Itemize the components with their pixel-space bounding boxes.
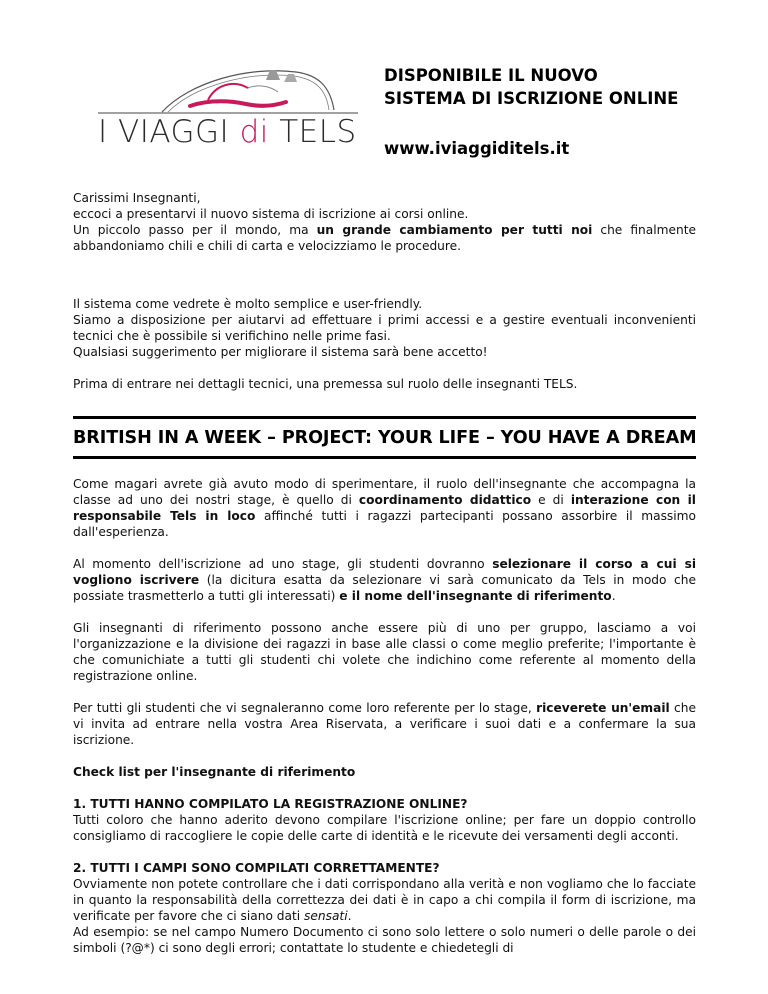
- section-heading: BRITISH IN A WEEK – PROJECT: YOUR LIFE – YOU HAVE A DREAM: [73, 428, 697, 448]
- intro-line-2: Un piccolo passo per il mondo, ma un grande cambiamento per tutti noi che finalmente abbandoniamo chili e chili di carta e velocizziamo le procedure.: [73, 223, 696, 253]
- system-paragraph-line-3: Qualsiasi suggerimento per migliorare il sistema sarà bene accetto!: [73, 345, 488, 359]
- section-heading-box: [73, 416, 696, 459]
- checklist-item-1-title: 1. TUTTI HANNO COMPILATO LA REGISTRAZIONE ONLINE?: [73, 797, 468, 811]
- checklist-title: Check list per l'insegnante di riferimento: [73, 765, 356, 779]
- logo-wordmark: I VIAGGI di TELS: [98, 114, 357, 150]
- system-paragraph-line-2: Siamo a disposizione per aiutarvi ad effettuare i primi accessi e a gestire eventuali inconvenienti tecnici che è possibile si verifichino nelle prime fasi.: [73, 313, 696, 343]
- logo-arch-icon: [98, 60, 358, 120]
- system-paragraph-line-1: Il sistema come vedrete è molto semplice e user-friendly.: [73, 297, 423, 311]
- website-url[interactable]: www.iviaggiditels.it: [384, 139, 570, 158]
- registration-paragraph: Al momento dell'iscrizione ad uno stage, gli studenti dovranno selezionare il corso a cui si vogliono iscrivere (la dicitura esatta da selezionare vi sarà comunicato da Tels in modo che possiate trasmetterlo a tutti gli interessati) e il nome dell'insegnante di riferimento.: [73, 557, 696, 603]
- teacher-role-paragraph: Come magari avrete già avuto modo di sperimentare, il ruolo dell'insegnante che accompagna la classe ad uno dei nostri stage, è quello di coordinamento didattico e di interazione con il responsabile Tels in loco affinché tutti i ragazzi partecipanti possano assorbire il massimo dall'esperienza.: [73, 477, 697, 539]
- greeting: Carissimi Insegnanti,: [73, 191, 201, 205]
- document-body: [73, 190, 696, 956]
- checklist-item-2-title: 2. TUTTI I CAMPI SONO COMPILATI CORRETTAMENTE?: [73, 861, 440, 875]
- announcement-title: DISPONIBILE IL NUOVO SISTEMA DI ISCRIZIONE ONLINE: [384, 66, 679, 108]
- checklist-item-2-example: Ad esempio: se nel campo Numero Documento ci sono solo lettere o solo numeri o delle parole o dei simboli (?@*) ci sono degli errori; contattate lo studente e chiedetegli di: [73, 925, 696, 955]
- intro-line-1: eccoci a presentarvi il nuovo sistema di iscrizione ai corsi online.: [73, 207, 469, 221]
- premise-paragraph: Prima di entrare nei dettagli tecnici, una premessa sul ruolo delle insegnanti TELS.: [73, 377, 578, 391]
- company-logo: [98, 60, 358, 162]
- checklist-item-1-text: Tutti coloro che hanno aderito devono compilare l'iscrizione online; per fare un doppio controllo consigliamo di raccogliere le copie delle carte di identità e le ricevute dei versamenti degli acconti.: [73, 813, 696, 843]
- checklist-item-2-text: Ovviamente non potete controllare che i dati corrispondano alla verità e non vogliamo che lo facciate in quanto la responsabilità della correttezza dei dati è in capo a chi compila il form di iscrizione, ma verificate per favore che ci siano dati sensati.: [73, 877, 696, 923]
- reference-teachers-paragraph: Gli insegnanti di riferimento possono anche essere più di uno per gruppo, lasciamo a voi l'organizzazione e la divisione dei ragazzi in base alle classi o come meglio preferite; l'importante è che comunichiate a tutti gli studenti chi volete che indichino come referente al momento della registrazione online.: [73, 621, 696, 683]
- email-paragraph: Per tutti gli studenti che vi segnaleranno come loro referente per lo stage, riceverete un'email che vi invita ad entrare nella vostra Area Riservata, a verificare i suoi dati e a confermare la sua iscrizione.: [73, 701, 696, 747]
